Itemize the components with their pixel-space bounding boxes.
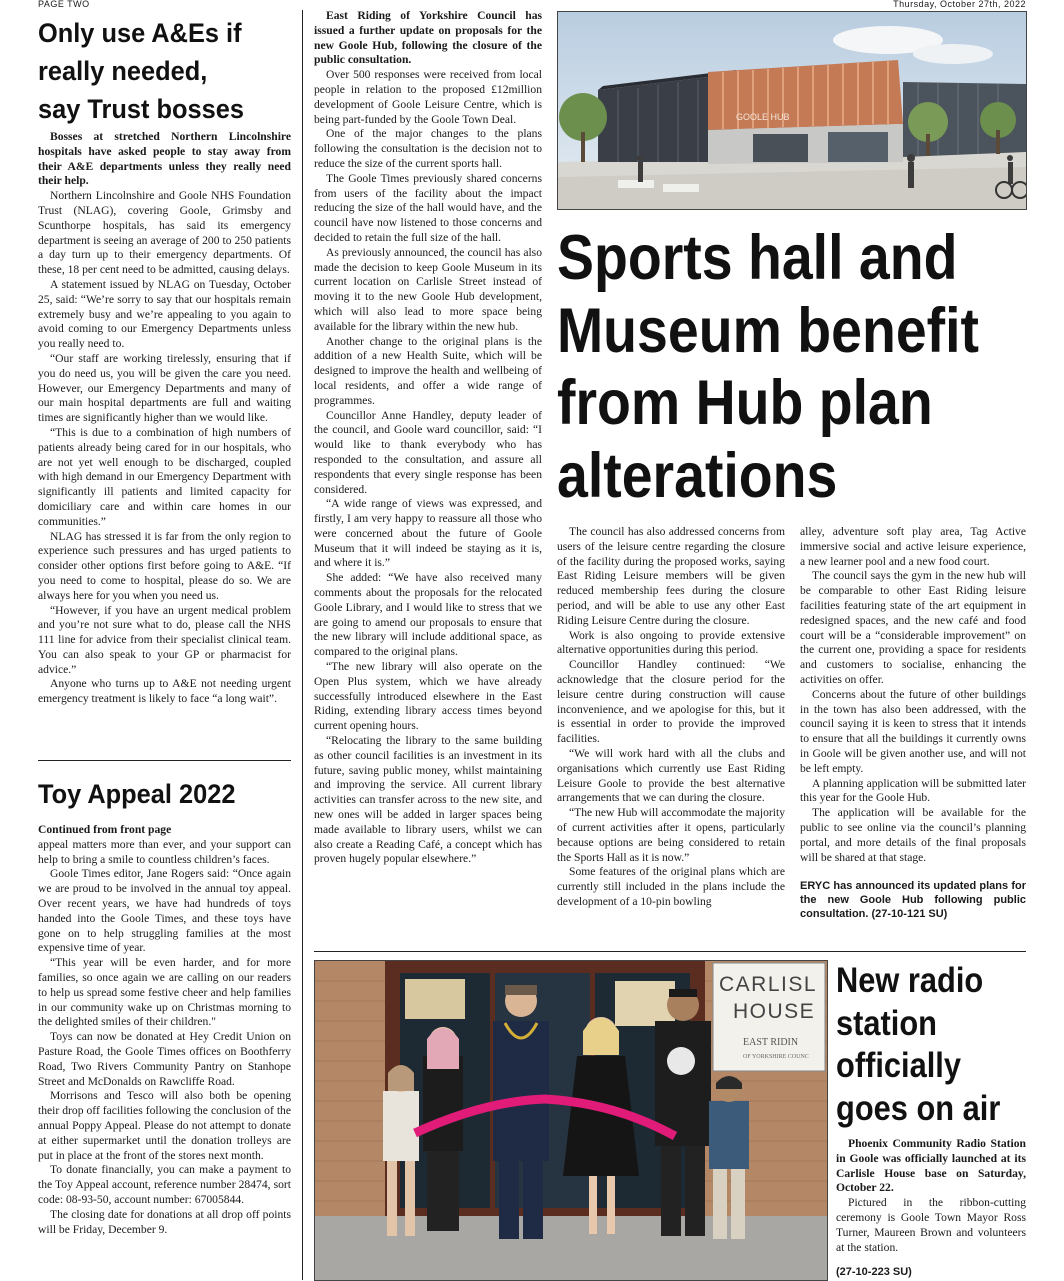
hub-paragraph: The application will be available for the public to see online via the council’s planning portal, and more details of the final proposals will be shared at that stage. bbox=[800, 806, 1026, 864]
radio-headline-line: officially bbox=[836, 1046, 961, 1085]
hub-col-2 bbox=[557, 525, 785, 910]
ae-headline bbox=[38, 14, 282, 128]
hub-paragraph: “A wide range of views was expressed, and firstly, I am very happy to reassure all those who were concerned about the future of Goole Museum that it will indeed be staying as it is, and where it is.” bbox=[314, 497, 542, 570]
toy-paragraph: To donate financially, you can make a payment to the Toy Appeal account, reference number 28474, sort code: 08-93-50, account number: 67005844. bbox=[38, 1163, 291, 1206]
hub-headline bbox=[557, 222, 979, 512]
hub-paragraph: The council has also addressed concerns from users of the leisure centre regarding the closure of the facility during the proposed works, saying East Riding Leisure members will be given reduced membership fees during the closure period, and will be able to use any other East Riding Leisure Centre during the closure. bbox=[557, 525, 785, 627]
hub-paragraph: The Goole Times previously shared concerns from users of the facility about the impact reducing the size of the hall would have, and the council have now listened to those concerns and decided to retain the full size of the hall. bbox=[314, 171, 542, 244]
hub-paragraph: “We will work hard with all the clubs and organisations which currently use East Riding Leisure Goole to provide the best alternative arrangements that we can during the closure. bbox=[557, 746, 785, 805]
ae-paragraph: “This is due to a combination of high numbers of patients already being cared for in our hospitals, who are not yet well enough to be discharged, coupled with high demand in our Emergency Department with significantly ill patients and limited capacity for domiciliary care and within care homes in our communities.” bbox=[38, 425, 291, 528]
section-rule-radio bbox=[314, 951, 1026, 952]
section-rule-toy bbox=[38, 760, 291, 761]
radio-photo-ref: (27-10-223 SU) bbox=[836, 1266, 912, 1278]
hub-paragraph: “The new Hub will accommodate the majority of current activities after it opens, particularly because options are being considered to retain the Sports Hall as it is now.” bbox=[557, 806, 785, 864]
ae-paragraph: Northern Lincolnshire and Goole NHS Foundation Trust (NLAG), covering Goole, Grimsby and Scunthorpe hospitals, has said its emergency department is seeing an average of 200 to 250 patients a day turn up to their emergency departments. Of these, 18 per cent need to be admitted, causing delays. bbox=[38, 189, 291, 277]
ae-paragraph: Anyone who turns up to A&E not needing urgent emergency treatment is likely to face “a long wait”. bbox=[38, 677, 291, 706]
page-number: PAGE TWO bbox=[38, 0, 90, 9]
continued-label: Continued from front page bbox=[38, 823, 172, 836]
ribbon-cutting-illustration bbox=[315, 961, 827, 1280]
radio-headline-line: station bbox=[836, 1003, 937, 1043]
hub-paragraph: A planning application will be submitted later this year for the Goole Hub. bbox=[800, 776, 1026, 805]
toy-paragraph: The closing date for donations at all drop off points will be Friday, December 9. bbox=[38, 1207, 291, 1236]
hub-headline-line: alterations bbox=[557, 440, 838, 511]
ae-paragraph: “However, if you have an urgent medical problem and you’re not sure what to do, please call the NHS 111 line for advice from their specialist clinical team. You can also speak to your GP or pharmacist for advice.” bbox=[38, 603, 291, 676]
ae-lede: Bosses at stretched Northern Lincolnshire hospitals have asked people to stay away from their A&E departments unless they really need their help. bbox=[38, 130, 291, 188]
ae-paragraph: A statement issued by NLAG on Tuesday, October 25, said: “We’re sorry to say that our hospitals remain extremely busy and we’re appealing to you again to avoid coming to our Emergency Departments unless you really need to. bbox=[38, 277, 291, 351]
ribbon-cutting-photo bbox=[314, 960, 828, 1281]
hub-paragraph: “The new library will also operate on the Open Plus system, which we have already successfully introduced elsewhere in the East Riding, extending library access times beyond current opening hours. bbox=[314, 660, 542, 733]
hub-paragraph: “Relocating the library to the same building as other council facilities is an investment in its future, saving public money, whilst maintaining and improving the service. All current library activities can transfer across to the new site, and new ones will be added in larger spaces being made available to library users, whilst we can also create a Reading Café, a concept which has proven hugely popular elsewhere.” bbox=[314, 734, 542, 866]
ae-story bbox=[38, 14, 298, 128]
hub-lede: East Riding of Yorkshire Council has issued a further update on proposals for the new Goole Hub, following the closure of the public consultation. bbox=[314, 9, 542, 67]
ae-paragraph: NLAG has stressed it is far from the only region to experience such pressures and has urged patients to consider other options first before going to A&E. “If you need to come to hospital, please do so. We are always here for you when you need us. bbox=[38, 529, 291, 602]
sign-text-line3: EAST RIDIN bbox=[743, 1037, 799, 1048]
hub-headline-line: from Hub plan bbox=[557, 368, 933, 438]
radio-body bbox=[836, 1137, 1026, 1255]
column-rule-left bbox=[302, 10, 303, 1280]
goole-hub-render-illustration bbox=[558, 12, 1026, 209]
hub-paragraph: Another change to the original plans is the addition of a new Health Suite, which will be designed to improve the health and wellbeing of local residents, and offer a wide range of programmes. bbox=[314, 334, 542, 407]
toy-body bbox=[38, 823, 291, 1237]
hub-paragraph: alley, adventure soft play area, Tag Active immersive social and active leisure experience, a new learner pool and a new food court. bbox=[800, 525, 1026, 568]
toy-paragraph: Toys can now be donated at Hey Credit Union on Pasture Road, the Goole Times offices on Boothferry Road, Two Rivers Community Pantry on Stanhope Street and McDonalds on Rawcliffe Road. bbox=[38, 1030, 291, 1088]
issue-date: Thursday, October 27th, 2022 bbox=[893, 0, 1026, 9]
hub-paragraph: Councillor Handley continued: “We acknowledge that the closure period for the leisure centre during construction will cause inconvenience, and we apologise for this, but it is essential in order to provide the improved facilities. bbox=[557, 658, 785, 746]
ae-headline-line: Only use A&Es if bbox=[38, 18, 242, 48]
toy-paragraph: Goole Times editor, Jane Rogers said: “Once again we are proud to be involved in the annual toy appeal. Over recent years, we have had hundreds of toys handed into the Goole Times, and these toys have gone on to help struggling families at the most expensive time of year. bbox=[38, 867, 291, 955]
hub-paragraph: She added: “We have also received many comments about the proposals for the relocated Goole Library, and I would like to stress that we are going to amend our proposals to ensure that the new library will include additional space, as compared to the original plans. bbox=[314, 571, 542, 659]
hub-sign-text: GOOLE HUB bbox=[736, 112, 790, 122]
goole-hub-render-image bbox=[557, 11, 1027, 210]
hub-paragraph: Concerns about the future of other buildings in the town has also been addressed, with the council saying it is keen to stress that it intends to ensure that all the buildings it currently owns in Goole will be given another use, and will not be left empty. bbox=[800, 687, 1026, 775]
sign-text-line4: OF YORKSHIRE COUNC bbox=[743, 1054, 809, 1060]
radio-paragraph: Pictured in the ribbon-cutting ceremony is Goole Town Mayor Ross Turner, Maureen Brown and volunteers at the station. bbox=[836, 1196, 1026, 1254]
hub-paragraph: The council says the gym in the new hub will be comparable to other East Riding leisure facilities featuring state of the art equipment in redesigned spaces, and the new café and food court will be a “considerable improvement” on the current one, providing a space for residents and customers to socialise, enhancing the activities on offer. bbox=[800, 569, 1026, 686]
radio-headline-line: goes on air bbox=[836, 1088, 1001, 1128]
hub-col-1 bbox=[314, 9, 542, 867]
sign-text-line1: CARLISL bbox=[719, 973, 818, 996]
hub-paragraph: Work is also ongoing to provide extensive alternative opportunities during this period. bbox=[557, 628, 785, 657]
ae-body bbox=[38, 130, 291, 707]
hub-paragraph: One of the major changes to the plans following the consultation is the decision not to reduce the size of the current sports hall. bbox=[314, 127, 542, 170]
radio-headline-line: New radio bbox=[836, 961, 984, 1000]
toy-paragraph: Morrisons and Tesco will also both be opening their drop off facilities following the conclusion of the annual Poppy Appeal. Please do not attempt to donate at either supermarket until the donation trolleys are put in place at the front of the stores next month. bbox=[38, 1089, 291, 1162]
radio-lede: Phoenix Community Radio Station in Goole was officially launched at its Carlisle House base on Saturday, October 22. bbox=[836, 1137, 1026, 1195]
ae-paragraph: “Our staff are working tirelessly, ensuring that if you do need us, you will be given the care you need. However, our Emergency Departments and many of our main hospital departments are full and waiting times are significantly higher than we would like. bbox=[38, 351, 291, 425]
hub-col-3 bbox=[800, 525, 1026, 921]
hub-paragraph: Over 500 responses were received from local people in relation to the proposed £12million development of Goole Leisure Centre, which is being part-funded by the Goole Town Deal. bbox=[314, 68, 542, 126]
ae-headline-line: say Trust bosses bbox=[38, 94, 244, 124]
toy-headline: Toy Appeal 2022 bbox=[38, 779, 236, 809]
hub-headline-line: Sports hall and bbox=[557, 223, 958, 293]
hub-paragraph: As previously announced, the council has also made the decision to keep Goole Museum in its current location on Carlisle Street instead of moving it to the new Goole Hub development, which will also lead to more space being available for the library within the new hub. bbox=[314, 245, 542, 333]
ae-headline-line: really needed, bbox=[38, 56, 208, 86]
sign-text-line2: HOUSE bbox=[733, 1000, 816, 1023]
toy-paragraph: appeal matters more than ever, and your support can help to bring a smile to countless children’s faces. bbox=[38, 837, 291, 866]
hub-headline-line: Museum benefit bbox=[557, 295, 980, 366]
toy-paragraph: “This year will be even harder, and for more families, so once again we are calling on our readers to help us spread some festive cheer and help families in our community wake up on Christmas morning to the delighted smiles of their children." bbox=[38, 956, 291, 1029]
hub-photo-caption: ERYC has announced its updated plans for the new Goole Hub following public consultation. (27-10-121 SU) bbox=[800, 880, 1026, 921]
hub-paragraph: Councillor Anne Handley, deputy leader of the council, and Goole ward councillor, said: “I would like to thank everybody who has responded to the consultation, and assure all respondents that every single response has been considered. bbox=[314, 408, 542, 496]
hub-paragraph: Some features of the original plans which are currently still included in the plans include the development of a 10-pin bowling bbox=[557, 865, 785, 908]
radio-headline bbox=[836, 960, 1000, 1130]
